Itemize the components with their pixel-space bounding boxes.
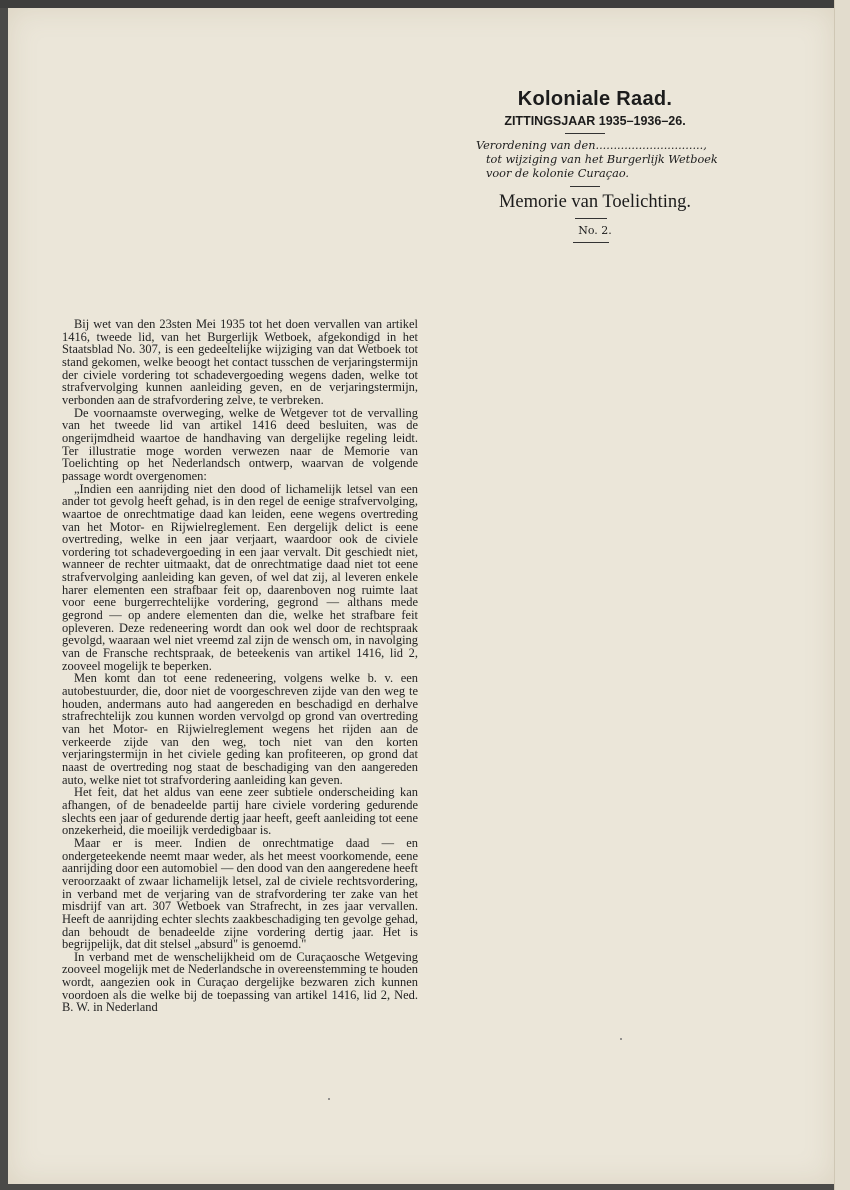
paragraph: In verband met de wenschelijkheid om de Curaçaosche Wetgeving zooveel mogelijk met de Nederlandsche in overeenstemming te houden wordt, aangezien ook in Curaçao dergelijke bezwaren zich kunnen voordoen als die welke bij de toepassing van artikel 1416, lid 2, Ned. B. W. in Nederland	[62, 949, 418, 1015]
paper-speck	[328, 1098, 330, 1100]
memorie-heading: Memorie van Toelichting.	[498, 192, 692, 212]
council-title: Koloniale Raad.	[517, 88, 673, 110]
divider	[565, 133, 605, 134]
ordinance-line: voor de kolonie Curaçao.	[486, 167, 630, 180]
paragraph: Maar er is meer. Indien de onrechtmatige daad — en ondergeteekende neemt maar weder, als het meest voorkomende, eene aanrijding door een automobiel — den dood van den aangeredene heeft veroorzaakt of zwaar lichamelijk letsel, zal de civiele rechtsvordering, in verband met de verjaring van de strafvordering ter zake van het misdrijf van art. 307 Wetboek van Strafrecht, in zes jaar vervallen. Heeft de aanrijding echter slechts zaakbeschadiging ten gevolge gehad, dan behoudt de benadeelde zijne vordering dertig jaar. Het is begrijpelijk, dat dit stelsel „absurd" is genoemd."	[62, 835, 418, 952]
paragraph: Bij wet van den 23sten Mei 1935 tot het doen vervallen van artikel 1416, tweede lid, van het Burgerlijk Wetboek, afgekondigd in het Staatsblad No. 307, is een gedeeltelijke wijziging van dat Wetboek tot stand gekomen, welke beoogt het contact tusschen de verjaringstermijn der civiele vordering tot schadevergoeding wegens daden, welke tot strafvervolging kunnen aanleiding geven, en de verjaringstermijn, verbonden aan de strafvordering zelve, te verbreken.	[62, 317, 418, 407]
scan-top-border	[0, 0, 850, 8]
memorie-body	[62, 318, 418, 1014]
paragraph: Men komt dan tot eene redeneering, volgens welke b. v. een autobestuurder, die, door niet de voorgeschreven zijde van den weg te houden, andermans auto had aangereden en beschadigd en derhalve strafrechtelijk zou kunnen worden vervolgd op grond van overtreding van het Motor- en Rijwielreglement wegens het rijden aan de verkeerde zijde van den weg, toch niet van den korten verjaringstermijn in het civiele geding kan profiteeren, op grond dat naast de overtreding nog staat de beschadiging van den aangereden auto, welke niet tot strafvordering aanleiding kan geven.	[62, 671, 418, 787]
document-header	[470, 88, 720, 248]
divider	[573, 242, 609, 243]
scan-right-edge	[834, 0, 850, 1190]
session-year: ZITTINGSJAAR 1935–1936–26.	[504, 114, 686, 128]
divider	[570, 186, 600, 187]
document-number: No. 2.	[578, 224, 612, 237]
ordinance-line: tot wijziging van het Burgerlijk Wetboek	[486, 153, 718, 166]
paragraph: Het feit, dat het aldus van eene zeer subtiele onderscheiding kan afhangen, of de benadeelde partij hare civiele vordering gedurende slechts een jaar of gedurende dertig jaar heeft, geeft aanleiding tot eene onzekerheid, die moeilijk verdedigbaar is.	[62, 785, 418, 838]
paper-speck	[620, 1038, 622, 1040]
ordinance-title	[476, 139, 716, 181]
divider	[575, 218, 607, 219]
paragraph: De voornaamste overweging, welke de Wetgever tot de vervalling van het tweede lid van artikel 1416 deed besluiten, was de ongerijmdheid waartoe de handhaving van dergelijke regeling leidt. Ter illustratie moge worden verwezen naar de Memorie van Toelichting op het Nederlandsch ontwerp, waarvan de volgende passage wordt overgenomen:	[62, 405, 418, 483]
ordinance-line: Verordening van den..............................,	[476, 139, 707, 152]
quoted-paragraph: „Indien een aanrijding niet den dood of lichamelijk letsel van een ander tot gevolg heeft gehad, is in den regel de eenige strafvervolging, waartoe de onrechtmatige daad kan leiden, eene wegens overtreding van het Motor- en Rijwielreglement. Een dergelijk delict is eene overtreding, welke in een jaar verjaart, waardoor ook de civiele vordering tot schadevergoeding in een jaar vervalt. Dit geschiedt niet, wanneer de rechter uitmaakt, dat de onrechtmatige daad niet tot eene strafvervolging aanleiding kan geven, of wel dat zij, al leveren enkele harer elementen een strafbaar feit op, daarenboven nog ruimte laat voor eene burgerrechtelijke vordering, gegrond — althans mede gegrond — op andere elementen dan die, welke het strafbare feit opleveren. Deze redeneering wordt dan ook wel door de rechtspraak gevolgd, waaraan wel niet vreemd zal zijn de wensch om, in navolging van de Fransche rechtspraak, de beteekenis van artikel 1416, lid 2, zooveel mogelijk te beperken.	[62, 481, 418, 673]
